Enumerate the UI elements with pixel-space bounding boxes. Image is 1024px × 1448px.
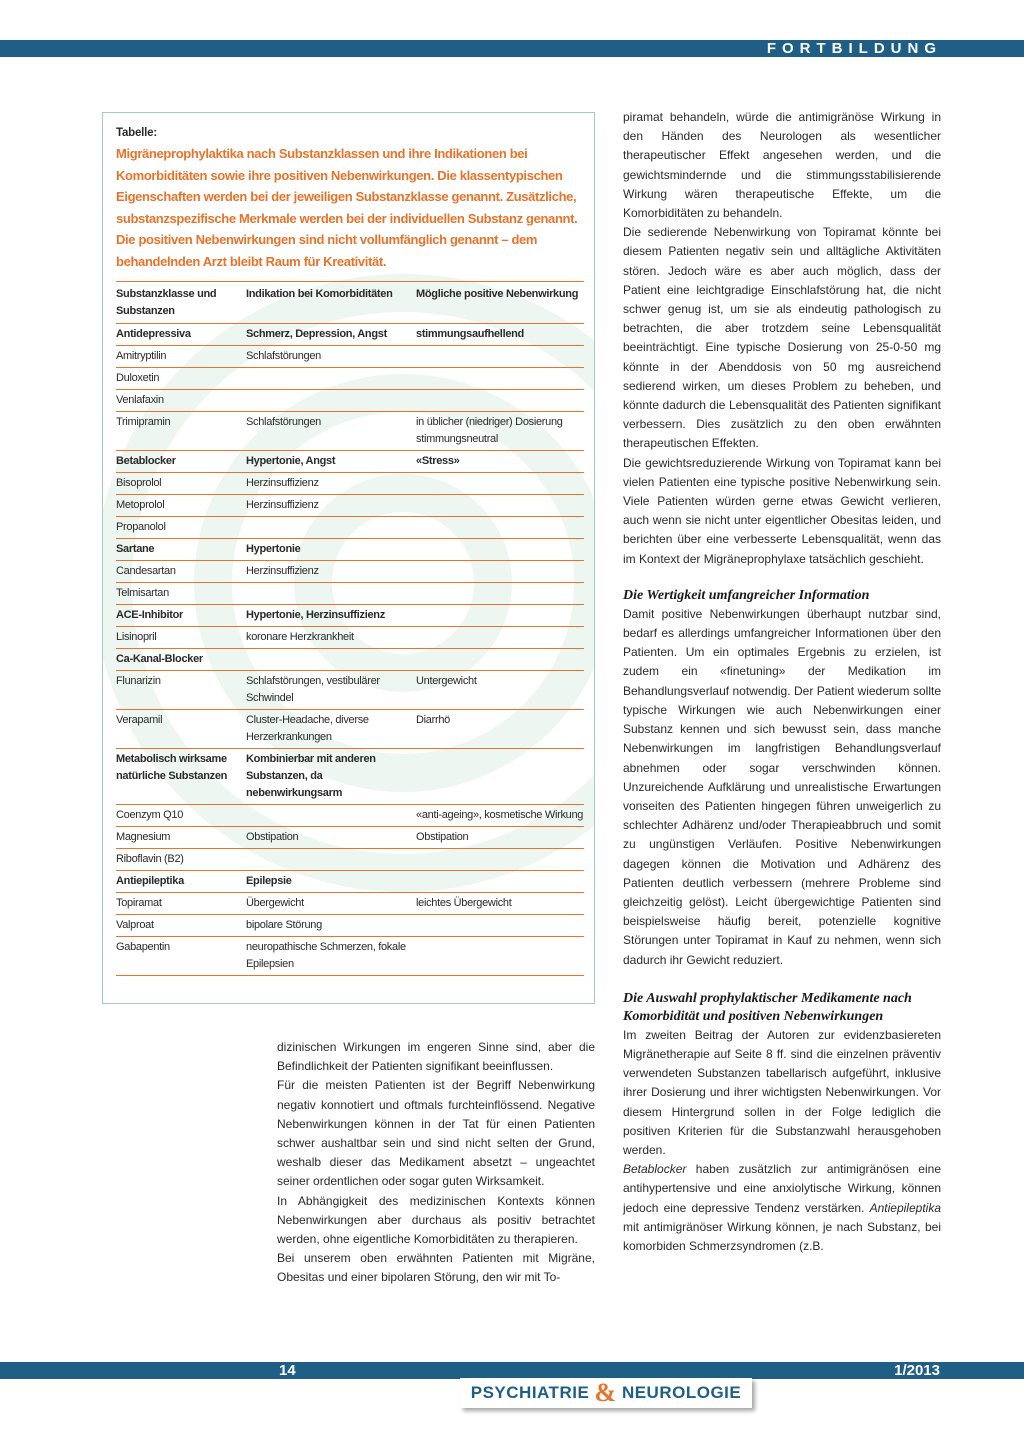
table-row xyxy=(116,937,584,976)
table-caption: Migräneprophylaktika nach Substanzklassen und ihre Indikationen bei Komorbiditäten sowie ihre positiven Nebenwirkungen. Die klassentypischen Eigenschaften werden bei der jeweiligen Substanzklasse genannt. Zusätzliche, substanzspezifische Merkmale werden bei der individuellen Substanz genannt. Die positiven Nebenwirkungen sind nicht vollumfänglich genannt – dem behandelnden Arzt bleibt Raum für Kreativität. xyxy=(116,146,578,269)
table-row xyxy=(116,368,584,390)
table-cell xyxy=(416,517,584,539)
table-cell: Schmerz, Depression, Angst xyxy=(246,328,387,340)
table-cell xyxy=(416,539,584,561)
paragraph: dizinischen Wirkungen im engeren Sinne sind, aber die Befindlichkeit der Patienten signifikant beeinflussen. xyxy=(277,1040,595,1074)
table-cell: Valproat xyxy=(116,919,154,931)
emphasis: Betablocker xyxy=(623,1162,687,1177)
table-cell xyxy=(416,473,584,495)
table-cell: Metoprolol xyxy=(116,499,165,511)
table-cell: Sartane xyxy=(116,543,155,555)
section-header: FORTBILDUNG xyxy=(766,40,942,57)
table-cell xyxy=(246,805,416,827)
table-cell xyxy=(416,583,584,605)
table-cell: Herzinsuffizienz xyxy=(246,499,319,511)
table-cell xyxy=(416,915,584,937)
table-cell: Epilepsie xyxy=(246,875,292,887)
text-run: haben zusätzlich zur antimigränösen eine antihypertensive und eine anxiolytische Wirkung, können jedoch eine depressive Tendenz verstärken. xyxy=(623,1162,941,1215)
paragraph: Die sedierende Nebenwirkung von Topiramat könnte bei diesem Patienten negativ sein und alltägliche Aktivitäten stören. Jedoch wäre es aber auch möglich, dass der Patient eine leichtgradige Einschlafstörung hat, die nicht schwer genug ist, um sie als eindeutig pathologisch zu betrachten, die aber trotzdem seine Lebensqualität beeinträchtigt. Eine typische Dosierung von 25-0-50 mg könnte in der Abenddosis von 50 mg ausreichend sedierend wirken, um dieses Problem zu beheben, und könnte dadurch die Lebensqualität des Patienten signifikant verbessern. Dies zusätzlich zu den oben erwähnten therapeutischen Effekten. xyxy=(623,225,941,451)
table-cell: leichtes Übergewicht xyxy=(416,897,512,909)
table-cell: Flunarizin xyxy=(116,675,161,687)
table-cell: bipolare Störung xyxy=(246,919,322,931)
table-cell: Untergewicht xyxy=(416,675,477,687)
right-text-column xyxy=(623,108,941,1256)
ampersand: & xyxy=(594,1378,617,1407)
table-cell: Topiramat xyxy=(116,897,162,909)
table-row xyxy=(116,390,584,412)
table-row xyxy=(116,749,584,805)
journal-logo xyxy=(460,1378,752,1408)
paragraph: Damit positive Nebenwirkungen überhaupt nutzbar sind, bedarf es allerdings umfangreicher Informationen über den Patienten. Um ein optimales Ergebnis zu erzielen, ist zudem ein «finetuning» der Medikation im Behandlungsverlauf notwendig. Der Patient wiederum sollte typische Wirkungen wie auch Nebenwirkungen einer Substanz kennen und sich bewusst sein, dass manche Nebenwirkungen im langfristigen Behandlungsverlauf abnehmen oder sogar verschwinden können. Unzureichende Aufklärung und unrealistische Erwartungen vonseiten des Patienten hingegen führen unweigerlich zu schlechter Adhärenz und/oder Therapieabbruch und somit zu ungünstigen Verläufen. Positive Nebenwirkungen dagegen können die Motivation und Adhärenz des Patienten deutlich verbessern (mehrere Probleme sind gleichzeitig gelöst). Leicht übergewichtige Patienten sind beispielsweise häufig bereit, potenzielle kognitive Störungen unter Topiramat in Kauf zu nehmen, wenn sich dadurch ihr Gewicht reduziert. xyxy=(623,606,941,967)
table-cell xyxy=(416,649,584,671)
paragraph: In Abhängigkeit des medizinischen Kontexts können Nebenwirkungen aber durchaus als positiv betrachtet werden, ohne eigentliche Komorbiditäten zu therapieren. xyxy=(277,1193,595,1247)
table-cell xyxy=(416,346,584,368)
table-cell: Obstipation xyxy=(246,831,299,843)
journal-name xyxy=(460,1378,752,1408)
table-cell xyxy=(246,517,416,539)
table-cell xyxy=(416,368,584,390)
table-row xyxy=(116,915,584,937)
paragraph: Die gewichtsreduzierende Wirkung von Topiramat kann bei vielen Patienten eine typische positive Nebenwirkung sein. Viele Patienten würden gerne etwas Gewicht verlieren, auch wenn sie nicht unter eigentlicher Obesitas leiden, und berichten über eine verbesserte Lebensqualität, wenn das im Kontext der Migräneprophylaxe tatsächlich geschieht. xyxy=(623,455,941,566)
table-cell: stimmungsaufhellend xyxy=(416,328,524,340)
table-cell: Hypertonie, Herzinsuffizienz xyxy=(246,609,385,621)
table-cell: Diarrhö xyxy=(416,714,450,726)
table-label: Tabelle: xyxy=(116,127,158,139)
table-cell: Duloxetin xyxy=(116,372,160,384)
table-cell: Riboflavin (B2) xyxy=(116,853,184,865)
bottom-bar xyxy=(0,1362,1024,1379)
brand-word: PSYCHIATRIE xyxy=(470,1383,590,1402)
table-cell: Magnesium xyxy=(116,831,171,843)
table-cell: Candesartan xyxy=(116,565,176,577)
left-text-column xyxy=(277,1038,595,1288)
table-row xyxy=(116,849,584,871)
table-cell xyxy=(246,583,416,605)
table-row xyxy=(116,539,584,561)
section-heading: Die Auswahl prophylaktischer Medikamente nach Komorbidität und positiven Nebenwirkungen xyxy=(623,990,912,1024)
table-content xyxy=(116,127,584,976)
paragraph xyxy=(623,1160,941,1256)
table-cell: Ca-Kanal-Blocker xyxy=(116,653,203,665)
table-cell xyxy=(416,561,584,583)
table-cell: Übergewicht xyxy=(246,897,304,909)
table-cell: «Stress» xyxy=(416,455,460,467)
table-cell: koronare Herzkrankheit xyxy=(246,631,354,643)
table-cell: Obstipation xyxy=(416,831,469,843)
table-header-row xyxy=(116,282,584,324)
table-row xyxy=(116,671,584,710)
paragraph: Bei unserem oben erwähnten Patienten mit Migräne, Obesitas und einer bipolaren Störung, den wir mit To- xyxy=(277,1251,595,1285)
table-cell: Schlafstörungen xyxy=(246,350,321,362)
table-cell xyxy=(416,390,584,412)
column-header: Mögliche positive Nebenwirkung xyxy=(416,288,579,300)
table-cell xyxy=(416,749,584,805)
table-cell xyxy=(416,605,584,627)
table-row xyxy=(116,473,584,495)
table-row xyxy=(116,893,584,915)
table-cell xyxy=(416,871,584,893)
table-row xyxy=(116,805,584,827)
table-row xyxy=(116,561,584,583)
table-cell: Kombinierbar mit anderen Substanzen, da nebenwirkungsarm xyxy=(246,753,376,799)
table-row xyxy=(116,710,584,749)
column-header: Substanzklasse und Substanzen xyxy=(116,288,217,317)
table-cell: Metabolisch wirksame natürliche Substanzen xyxy=(116,753,228,782)
table-cell: Propanolol xyxy=(116,521,166,533)
table-cell: Amitryptilin xyxy=(116,350,167,362)
table-cell: in üblicher (niedriger) Dosierung stimmungsneutral xyxy=(416,416,563,445)
table-cell: Betablocker xyxy=(116,455,176,467)
table-cell xyxy=(416,627,584,649)
table-cell: Coenzym Q10 xyxy=(116,809,184,821)
table-cell xyxy=(246,368,416,390)
table-cell: Antidepressiva xyxy=(116,328,191,340)
table-cell: Antiepileptika xyxy=(116,875,184,887)
paragraph: Im zweiten Beitrag der Autoren zur evidenzbasiereten Migränetherapie auf Seite 8 ff. sind die einzelnen präventiv verwendeten Substanzen tabellarisch aufgeführt, inklusive ihrer Dosierung und ihrer wichtigsten Nebenwirkungen. Vor diesem Hintergrund sollen in der Folge lediglich die positiven Kriterien für die Substanzwahl herausgehoben werden. xyxy=(623,1027,941,1157)
brand-word: NEUROLOGIE xyxy=(621,1383,742,1402)
table-row xyxy=(116,517,584,539)
table-row xyxy=(116,324,584,346)
table-row xyxy=(116,605,584,627)
paragraph: piramat behandeln, würde die antimigränöse Wirkung in den Händen des Neurologen als wesentlicher therapeutischer Effekt angesehen werden, und die gewichtsmindernde und die stimmungsstabilisierende Wirkung wären therapeutische Effekte, um die Komorbiditäten zu behandeln. xyxy=(623,110,941,221)
table-cell: Telmisartan xyxy=(116,587,169,599)
page-number: 14 xyxy=(279,1362,296,1379)
issue-number: 1/2013 xyxy=(894,1362,940,1379)
table-cell xyxy=(416,937,584,976)
drug-table xyxy=(116,281,584,976)
section-heading: Die Wertigkeit umfangreicher Information xyxy=(623,587,870,603)
table-row xyxy=(116,627,584,649)
table-cell: Hypertonie, Angst xyxy=(246,455,336,467)
table-cell: Venlafaxin xyxy=(116,394,164,406)
table-cell xyxy=(416,849,584,871)
table-cell: Hypertonie xyxy=(246,543,301,555)
table-cell: Herzinsuffizienz xyxy=(246,565,319,577)
paragraph: Für die meisten Patienten ist der Begriff Nebenwirkung negativ konnotiert und oftmals furchteinflössend. Negative Nebenwirkungen können in der Tat für einen Patienten schwer aushaltbar sein und sind nicht selten der Grund, weshalb dieser das Medikament absetzt – ungeachtet seiner ordentlichen oder sogar guten Wirksamkeit. xyxy=(277,1078,595,1189)
table-row xyxy=(116,649,584,671)
table-row xyxy=(116,871,584,893)
table-row xyxy=(116,346,584,368)
table-cell: Trimipramin xyxy=(116,416,171,428)
table-cell: Cluster-Headache, diverse Herzerkrankungen xyxy=(246,714,369,743)
table-row xyxy=(116,412,584,451)
text-run: mit antimigränöser Wirkung können, je nach Substanz, bei komorbiden Schmerzsyndromen (z.B. xyxy=(623,1219,941,1253)
table-cell: «anti-ageing», kosmetische Wirkung xyxy=(416,809,584,821)
table-cell: Verapamil xyxy=(116,714,163,726)
emphasis: Antiepileptika xyxy=(869,1200,941,1215)
table-cell: Schlafstörungen xyxy=(246,416,321,428)
table-cell xyxy=(246,849,416,871)
table-box xyxy=(102,112,595,1004)
table-row xyxy=(116,583,584,605)
table-row xyxy=(116,827,584,849)
table-cell: Herzinsuffizienz xyxy=(246,477,319,489)
table-cell xyxy=(416,495,584,517)
table-cell xyxy=(246,649,416,671)
table-row xyxy=(116,451,584,473)
table-cell xyxy=(246,390,416,412)
table-row xyxy=(116,495,584,517)
table-cell: Gabapentin xyxy=(116,941,170,953)
table-cell: neuropathische Schmerzen, fokale Epilepsien xyxy=(246,941,406,970)
table-cell: ACE-Inhibitor xyxy=(116,609,183,621)
table-cell: Bisoprolol xyxy=(116,477,162,489)
column-header: Indikation bei Komorbiditäten xyxy=(246,288,393,300)
table-cell: Lisinopril xyxy=(116,631,157,643)
table-cell: Schlafstörungen, vestibulärer Schwindel xyxy=(246,675,380,704)
